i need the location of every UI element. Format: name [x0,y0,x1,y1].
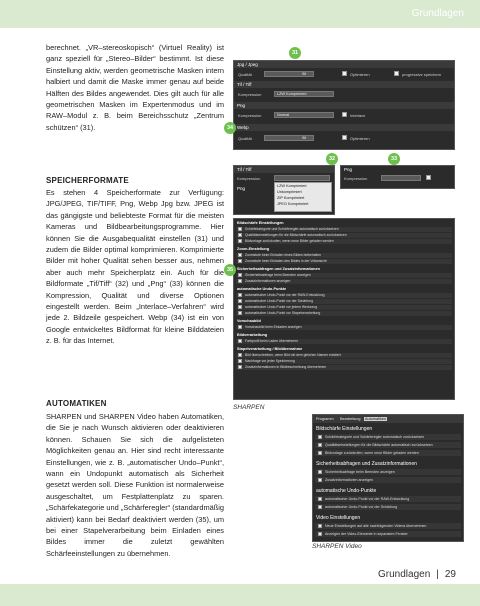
sharpen-automatics-screenshot [233,218,455,400]
heading-speicherformate: SPEICHERFORMATE [46,176,129,185]
settings-row-label: automatischer Undo-Punkt vor der RAW-Entwicklung [245,293,325,297]
tab-1[interactable]: Bearbeitung [340,417,361,421]
settings-row-label: Vorschaubild beim Einladen anzeigen [245,325,302,329]
tif-section-title: Tif / Tiff [237,82,252,87]
settings-row-label: automatischer Undo-Punkt vor der Schärfung [245,299,314,303]
settings-row-label: Farbprofil beim Laden übernehmen [245,339,298,343]
settings-checkbox[interactable] [238,259,242,263]
settings-group-title: automatische Undo-Punkte [237,287,287,291]
settings-checkbox[interactable] [238,353,242,357]
video-settings-checkbox[interactable] [318,505,322,509]
png-section-title: Png [237,103,246,108]
jpg-quality-slider[interactable] [264,71,314,77]
format-settings-screenshot [233,60,455,150]
callout-32: 32 [326,153,338,165]
settings-checkbox[interactable] [238,273,242,277]
page-number: 29 [444,569,456,580]
video-settings-label: automatischer Undo-Punkt vor der RAW-Entwicklung [325,497,410,501]
settings-row-label: Schärfekategorie und Schärferegler automatisch zurücksetzen [245,227,339,231]
settings-row-label: Nachfrage vor jeder Speicherung [245,359,295,363]
video-settings-checkbox[interactable] [318,470,322,474]
caption-sharpen-video: SHARPEN Video [312,543,362,550]
tif-dropdown-screenshot [233,165,335,215]
video-settings-checkbox[interactable] [318,497,322,501]
tif-dd-compression-label: Kompression [237,176,261,181]
video-settings-checkbox[interactable] [318,524,322,528]
webp-section-title: Webp [237,125,249,130]
settings-checkbox[interactable] [238,293,242,297]
settings-checkbox[interactable] [238,299,242,303]
settings-group-title: Bildschärfe Einstellungen [237,221,284,225]
settings-group-title: Bildverarbeitung [237,333,268,337]
callout-31: 31 [289,47,301,59]
video-group-title: Video Einstellungen [316,515,361,521]
png-settings-screenshot [340,165,455,189]
png-interlace-label: Interlace [350,113,366,118]
settings-group-title: Zoom-Einstellung [237,247,270,251]
png2-compression-dropdown[interactable] [381,175,421,181]
png-interlace-checkbox[interactable] [342,112,347,117]
settings-checkbox[interactable] [238,305,242,309]
dropdown-item[interactable]: ZIP Komprimiert [277,196,305,200]
tif-dropdown-list [274,182,332,212]
tif-dd-section-title: Tif / Tiff [237,167,252,172]
header-bar [0,0,480,28]
video-settings-label: Qualitätseinstellungen für die Bildschärfe automatisch zurücksetzen [325,443,433,447]
caption-sharpen: SHARPEN [233,404,265,411]
automatiken-paragraph [46,411,224,559]
png-compression-value: Normal [277,113,290,117]
png-dd-section-title: Png [237,186,246,191]
speicherformate-text: Es stehen 4 Speicherformate zur Verfügung: JPG/JPEG, TIF/TIFF, Png, Webp Jpg bzw. JPEG ist das gängigste und beliebteste Format für die meisten Kameras und Bildbearbeitungsprogramme. Hier können Sie die Ausgabequalität einstellen (31) und zudem die Bilder optimal komprimieren. Komprimierte Bilder mit hoher Qualität sehen besser aus, nehmen aber auch mehr Speicherplatz ein. Auch für die Bildformate „Tif/Tiff“ (32) und „Png“ (33) können die Kompression, Qualität und diverse Optionen eingestellt werden. Beim „Interlace–Verfahren“ wird jede 2. Bildzeile gespeichert. Webp (34) ist ein von Google entwickeltes Bildformat für kleine Bilddateien z. B. für das Internet. [46,188,224,346]
settings-row-label: Bildvorlage zurückrufen, wenn neue Bilder geladen werden [245,239,334,243]
settings-checkbox[interactable] [238,233,242,237]
dropdown-item[interactable]: JPEG Komprimiert [277,202,309,206]
settings-checkbox[interactable] [238,279,242,283]
settings-group-title: Stapelverarbeitung / Bildübernahme [237,347,303,351]
png-compression-label: Kompression [238,113,262,118]
settings-row-label: Zoomstufe beim Einladen eines Bildes beibehalten [245,253,322,257]
jpg-section-title: Jpg / Jpeg [237,62,258,67]
settings-row-label: Zoomstufe beim Einladen des Bildes in der Vollansicht [245,259,327,263]
settings-group-title: Sicherheitsabfragen und Zusatzinformationen [237,267,320,271]
png-section-bar [234,102,454,109]
jpg-optimize-label: Optimieren [350,72,370,77]
png2-interlace-checkbox[interactable] [426,175,431,180]
video-settings-label: Zusatzinformationen anzeigen [325,478,374,482]
video-settings-checkbox[interactable] [318,478,322,482]
settings-row-label: Qualitätseinstellungen für die Bildschärfe automatisch zurücksetzen [245,233,347,237]
jpg-optimize-checkbox[interactable] [342,71,347,76]
heading-automatiken: AUTOMATIKEN [46,399,107,408]
settings-checkbox[interactable] [238,359,242,363]
automatiken-text: SHARPEN und SHARPEN Video haben Automatiken, die Sie je nach Wunsch aktivieren oder deaktivieren können. Schauen Sie sich die aufgelisteten Möglichkeiten genau an. Hier sind recht interessante Einstellungen, wie z. B. „automatischer Undo–Punkt“, wann ein Undopunkt automatisch als Sicherheit gesetzt werden soll. Diese Funktion ist normalerweise ausgeschaltet, um Festplattenplatz zu sparen. „Schärfekategorie und „Schärferegler“ (standardmäßig aktiviert) kann bei Bedarf deaktiviert werden (35), um bei einer Stapelverarbeitung beim Einladen eines Bildes immer die zuletzt gewählten Schärfeeinstellungen zu übernehmen. [46,412,224,558]
video-settings-checkbox[interactable] [318,451,322,455]
settings-row-label: Zusatzinformationen in Bildbeschreibung übernehmen [245,365,327,369]
video-settings-label: automatischer Undo-Punkt vor der Schärfung [325,505,398,509]
settings-row-label: automatischer Undo-Punkt vor Stapelverarbeitung [245,311,321,315]
tab-bar [313,415,463,423]
jpg-quality-value: 96 [302,72,307,76]
settings-row-label: Zusatzinformationen anzeigen [245,279,291,283]
webp-quality-label: Qualität [238,136,252,141]
settings-checkbox[interactable] [238,339,242,343]
video-settings-label: Anzeigen der Video-Elemente in separatem Fenster [325,532,408,536]
video-settings-checkbox[interactable] [318,435,322,439]
settings-checkbox[interactable] [238,311,242,315]
jpg-progressive-checkbox[interactable] [394,71,399,76]
settings-checkbox[interactable] [238,227,242,231]
webp-quality-value: 96 [302,136,307,140]
footer-chapter: Grundlagen [378,569,431,580]
tif-compression-label: Kompression [238,92,262,97]
video-settings-label: Neue Einstellungen auf alle nachfolgenden Videos übernehmen [325,524,427,528]
jpg-section-bar [234,61,454,68]
speicherformate-paragraph [46,187,224,347]
callout-35: 35 [224,264,236,276]
settings-row-label: Bild überschreiben, wenn Bild mit dem gleichen Namen existiert [245,353,341,357]
video-settings-checkbox[interactable] [318,443,322,447]
webp-optimize-checkbox[interactable] [342,135,347,140]
callout-34: 34 [224,122,236,134]
png2-section-title: Png [344,167,353,172]
tab-2[interactable]: Automatiken [365,417,387,421]
settings-row-label: automatischer Undo-Punkt vor jedem Werkzeug [245,305,318,309]
video-group-title: Sicherheitsabfragen und Zusatzinformationen [316,461,417,467]
footer-separator: | [436,569,439,580]
page-footer [378,569,456,580]
video-settings-label: Schärfekategorie und Schärferegler automatisch zurücksetzen [325,435,425,439]
settings-row-label: Sicherheitsabfrage beim Beenden anzeigen [245,273,311,277]
settings-checkbox[interactable] [238,325,242,329]
dropdown-item[interactable]: LZW Komprimiert [277,184,307,188]
webp-quality-slider[interactable] [264,135,314,141]
settings-checkbox[interactable] [238,253,242,257]
sharpen-video-automatics-screenshot [312,414,464,542]
intro-paragraph [46,42,224,133]
callout-33: 33 [388,153,400,165]
running-header: Grundlagen [411,8,464,19]
jpg-quality-label: Qualität [238,72,252,77]
png2-compression-label: Kompression [344,176,368,181]
intro-text: berechnet. „VR–stereoskopisch“ (Virtuel Reality) ist ganz speziell für „Stereo–Bilder“ bestimmt. Ist diese Einstellung aktiv, werden geometrische Masken intern halbiert und damit die Maske immer genau auf beide Hälften des Bildes angewendet. Dies gilt auch für alle geometrischen Masken im Expertenmodus und im RAW–Modul z. B. beim Bereichsschutz „Zentrum schützen“ (31). [46,43,224,132]
settings-checkbox[interactable] [238,239,242,243]
tab-0[interactable]: Programm [316,417,334,421]
tif-compression-value: LZW Komprimiert [277,92,307,96]
tif-section-bar [234,81,454,88]
footer-bar [0,584,480,606]
video-settings-label: Bildvorlage zurückrufen, wenn neue Bilder geladen werden [325,451,419,455]
video-settings-label: Sicherheitsabfrage beim Beenden anzeigen [325,470,395,474]
tif-dd-compression-dropdown[interactable] [274,175,330,181]
video-group-title: Bildschärfe Einstellungen [316,426,373,432]
dropdown-item[interactable]: Unkomprimiert [277,190,302,194]
jpg-progressive-label: progressive speichern [402,72,442,77]
video-group-title: automatische Undo-Punkte [316,488,377,494]
webp-optimize-label: Optimieren [350,136,370,141]
webp-section-bar [234,124,454,131]
settings-checkbox[interactable] [238,365,242,369]
video-settings-checkbox[interactable] [318,532,322,536]
settings-group-title: Vorschaubild [237,319,261,323]
